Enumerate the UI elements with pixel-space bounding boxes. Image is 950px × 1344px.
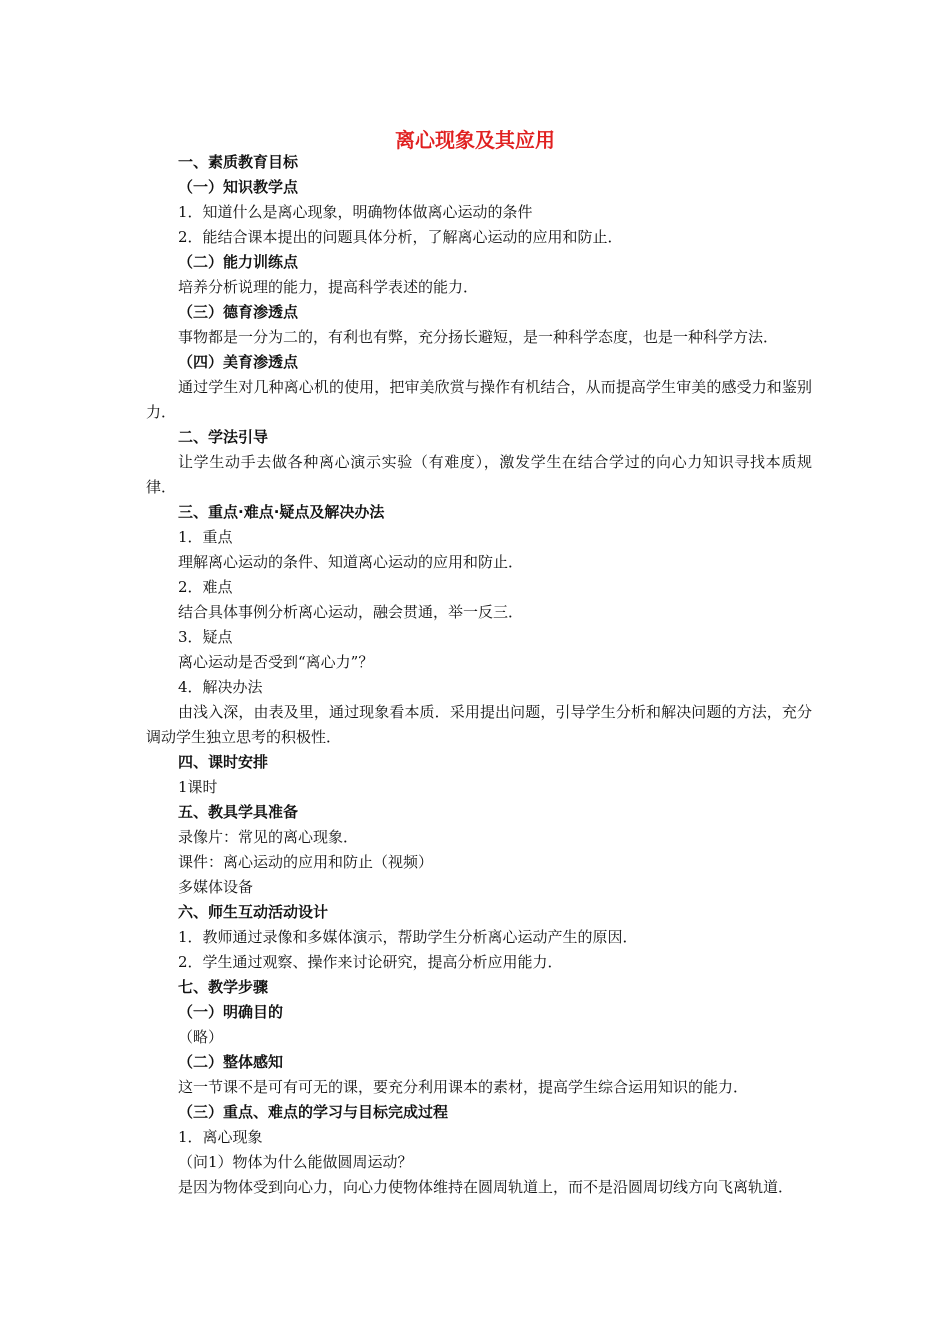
text-line: 这一节课不是可有可无的课，要充分利用课本的素材，提高学生综合运用知识的能力．	[178, 1078, 749, 1096]
text-line: 2．难点	[178, 578, 233, 596]
text-line: 1．教师通过录像和多媒体演示，帮助学生分析离心运动产生的原因．	[178, 928, 638, 946]
section-heading: 三、重点·难点·疑点及解决办法	[178, 503, 385, 521]
text-line: （略）	[178, 1028, 224, 1046]
section-heading: （一）知识教学点	[178, 178, 299, 196]
text-line: 3．疑点	[178, 628, 233, 646]
section-heading: （三）重点、难点的学习与目标完成过程	[178, 1103, 449, 1121]
section-heading: （一）明确目的	[178, 1003, 284, 1021]
text-line: 离心运动是否受到“离心力”？	[178, 653, 374, 671]
section-heading: （四）美育渗透点	[178, 353, 299, 371]
text-line: 4．解决办法	[178, 678, 263, 696]
section-heading: 二、学法引导	[178, 428, 269, 446]
section-heading: （二）能力训练点	[178, 253, 299, 271]
section-heading: 一、素质教育目标	[178, 153, 299, 171]
text-line: 2．学生通过观察、操作来讨论研究，提高分析应用能力．	[178, 953, 563, 971]
text-line: 1．知道什么是离心现象，明确物体做离心运动的条件	[178, 203, 533, 221]
text-line: 多媒体设备	[178, 878, 254, 896]
section-heading: 七、教学步骤	[178, 978, 269, 996]
text-line: 2．能结合课本提出的问题具体分析，了解离心运动的应用和防止．	[178, 228, 623, 246]
paragraph: 通过学生对几种离心机的使用，把审美欣赏与操作有机结合，从而提高学生审美的感受力和鉴别力．	[146, 378, 812, 421]
text-line: 课件：离心运动的应用和防止（视频）	[178, 853, 434, 871]
text-line: 事物都是一分为二的，有利也有弊，充分扬长避短，是一种科学态度，也是一种科学方法．	[178, 328, 779, 346]
section-heading: （二）整体感知	[178, 1053, 284, 1071]
section-heading: 六、师生互动活动设计	[178, 903, 329, 921]
section-heading: （三）德育渗透点	[178, 303, 299, 321]
text-line: 培养分析说理的能力，提高科学表述的能力．	[178, 278, 479, 296]
section-heading: 四、课时安排	[178, 753, 269, 771]
text-line: 理解离心运动的条件、知道离心运动的应用和防止．	[178, 553, 524, 571]
paragraph: 由浅入深，由表及里，通过现象看本质．采用提出问题，引导学生分析和解决问题的方法，充分调动学生独立思考的积极性．	[146, 703, 812, 746]
text-line: 1．离心现象	[178, 1128, 263, 1146]
text-line: 1课时	[178, 778, 218, 796]
document-body	[146, 150, 812, 1200]
text-line: （问1）物体为什么能做圆周运动？	[178, 1153, 413, 1171]
paragraph: 是因为物体受到向心力，向心力使物体维持在圆周轨道上，而不是沿圆周切线方向飞离轨道．	[178, 1178, 794, 1196]
text-line: 结合具体事例分析离心运动，融会贯通，举一反三．	[178, 603, 524, 621]
section-heading: 五、教具学具准备	[178, 803, 299, 821]
document-title: 离心现象及其应用	[395, 128, 555, 152]
text-line: 录像片：常见的离心现象．	[178, 828, 359, 846]
paragraph: 让学生动手去做各种离心演示实验（有难度），激发学生在结合学过的向心力知识寻找本质规律．	[146, 453, 812, 496]
text-line: 1．重点	[178, 528, 233, 546]
